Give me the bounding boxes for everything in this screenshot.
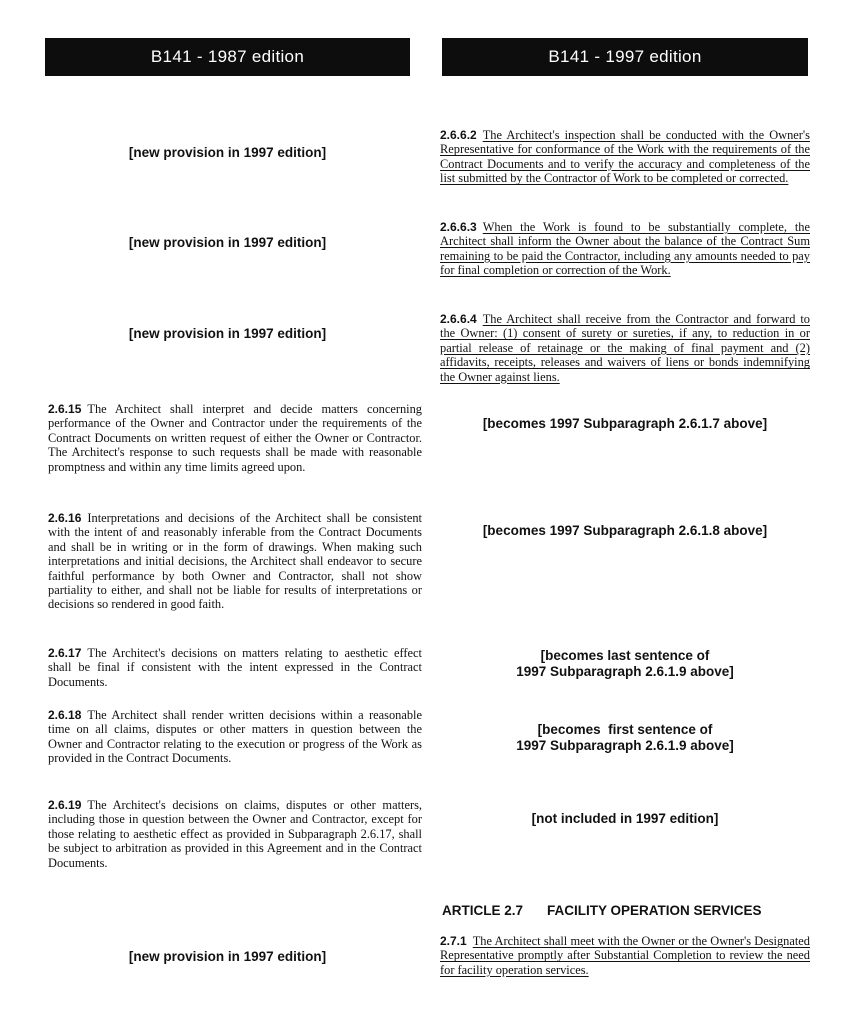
right-column-header: B141 - 1997 edition — [442, 38, 808, 76]
paragraph-text: The Architect's decisions on claims, disputes or other matters, including those in question between the Owner and Contractor, except for those relating to aesthetic effect as provided in Subparagraph 2.6.17, shall be subject to arbitration as provided in this Agreement and in the Contract Documents. — [48, 798, 422, 870]
right-note-4: [becomes first sentence of 1997 Subparagraph 2.6.1.9 above] — [516, 722, 734, 753]
left-note-1: [new provision in 1997 edition] — [128, 145, 327, 160]
right-note-3: [becomes last sentence of 1997 Subparagraph 2.6.1.9 above] — [516, 648, 734, 679]
paragraph-2-6-6-3 — [440, 220, 810, 278]
paragraph-number: 2.6.6.3 — [440, 220, 477, 234]
paragraph-2-6-17 — [48, 646, 422, 689]
paragraph-text: The Architect's inspection shall be conducted with the Owner's Representative for conformance of the Work with the requirements of the Contract Documents and to verify the accuracy and completeness of the list submitted by the Contractor of Work to be completed or corrected. — [440, 128, 810, 186]
right-note-1: [becomes 1997 Subparagraph 2.6.1.7 above] — [482, 416, 768, 431]
paragraph-2-6-16 — [48, 511, 422, 612]
paragraph-number: 2.6.6.4 — [440, 312, 477, 326]
article-number: ARTICLE 2.7 — [442, 903, 524, 918]
paragraph-text: When the Work is found to be substantially complete, the Architect shall inform the Owner about the balance of the Contract Sum remaining to be paid the Contractor, including any amounts needed to pay for final completion or correction of the Work. — [440, 220, 810, 278]
paragraph-text: The Architect shall receive from the Contractor and forward to the Owner: (1) consent of surety or sureties, if any, to reduction in or partial release of retainage or the making of final payment and (2) affidavits, receipts, releases and waivers of liens or bonds indemnifying the Owner against liens. — [440, 312, 810, 384]
paragraph-2-6-6-4 — [440, 312, 810, 384]
paragraph-number: 2.6.17 — [48, 646, 82, 660]
paragraph-text: The Architect's decisions on matters relating to aesthetic effect shall be final if consistent with the intent expressed in the Contract Documents. — [48, 646, 422, 689]
paragraph-text: Interpretations and decisions of the Architect shall be consistent with the intent of and reasonably inferable from the Contract Documents and shall be in writing or in the form of drawings. When making such interpretations and initial decisions, the Architect shall endeavor to secure faithful performance by both Owner and Contractor, shall not show partiality to either, and shall not be liable for results of interpretations or decisions so rendered in good faith. — [48, 511, 422, 612]
left-note-3: [new provision in 1997 edition] — [128, 326, 327, 341]
right-note-5: [not included in 1997 edition] — [531, 811, 719, 826]
paragraph-number: 2.6.6.2 — [440, 128, 477, 142]
right-note-2: [becomes 1997 Subparagraph 2.6.1.8 above] — [482, 523, 768, 538]
left-column-header: B141 - 1987 edition — [45, 38, 410, 76]
paragraph-2-6-15 — [48, 402, 422, 474]
paragraph-text: The Architect shall render written decisions within a reasonable time on all claims, disputes or other matters in question between the Owner and Contractor relating to the execution or progress of the Work as provided in the Contract Documents. — [48, 708, 422, 766]
left-note-4: [new provision in 1997 edition] — [128, 949, 327, 964]
paragraph-number: 2.6.15 — [48, 402, 82, 416]
paragraph-number: 2.6.19 — [48, 798, 82, 812]
left-note-2: [new provision in 1997 edition] — [128, 235, 327, 250]
article-heading — [442, 903, 762, 918]
paragraph-2-7-1 — [440, 934, 810, 977]
paragraph-number: 2.6.16 — [48, 511, 82, 525]
paragraph-number: 2.6.18 — [48, 708, 82, 722]
article-title: FACILITY OPERATION SERVICES — [547, 903, 762, 918]
paragraph-2-6-19 — [48, 798, 422, 870]
paragraph-2-6-6-2 — [440, 128, 810, 186]
paragraph-text: The Architect shall interpret and decide matters concerning performance of the Owner and Contractor under the requirements of the Contract Documents on written request of either the Owner or Contractor. The Architect's response to such requests shall be made with reasonable promptness and within any time limits agreed upon. — [48, 402, 422, 474]
paragraph-number: 2.7.1 — [440, 934, 467, 948]
paragraph-text: The Architect shall meet with the Owner or the Owner's Designated Representative promptly after Substantial Completion to review the need for facility operation services. — [440, 934, 810, 977]
paragraph-2-6-18 — [48, 708, 422, 766]
